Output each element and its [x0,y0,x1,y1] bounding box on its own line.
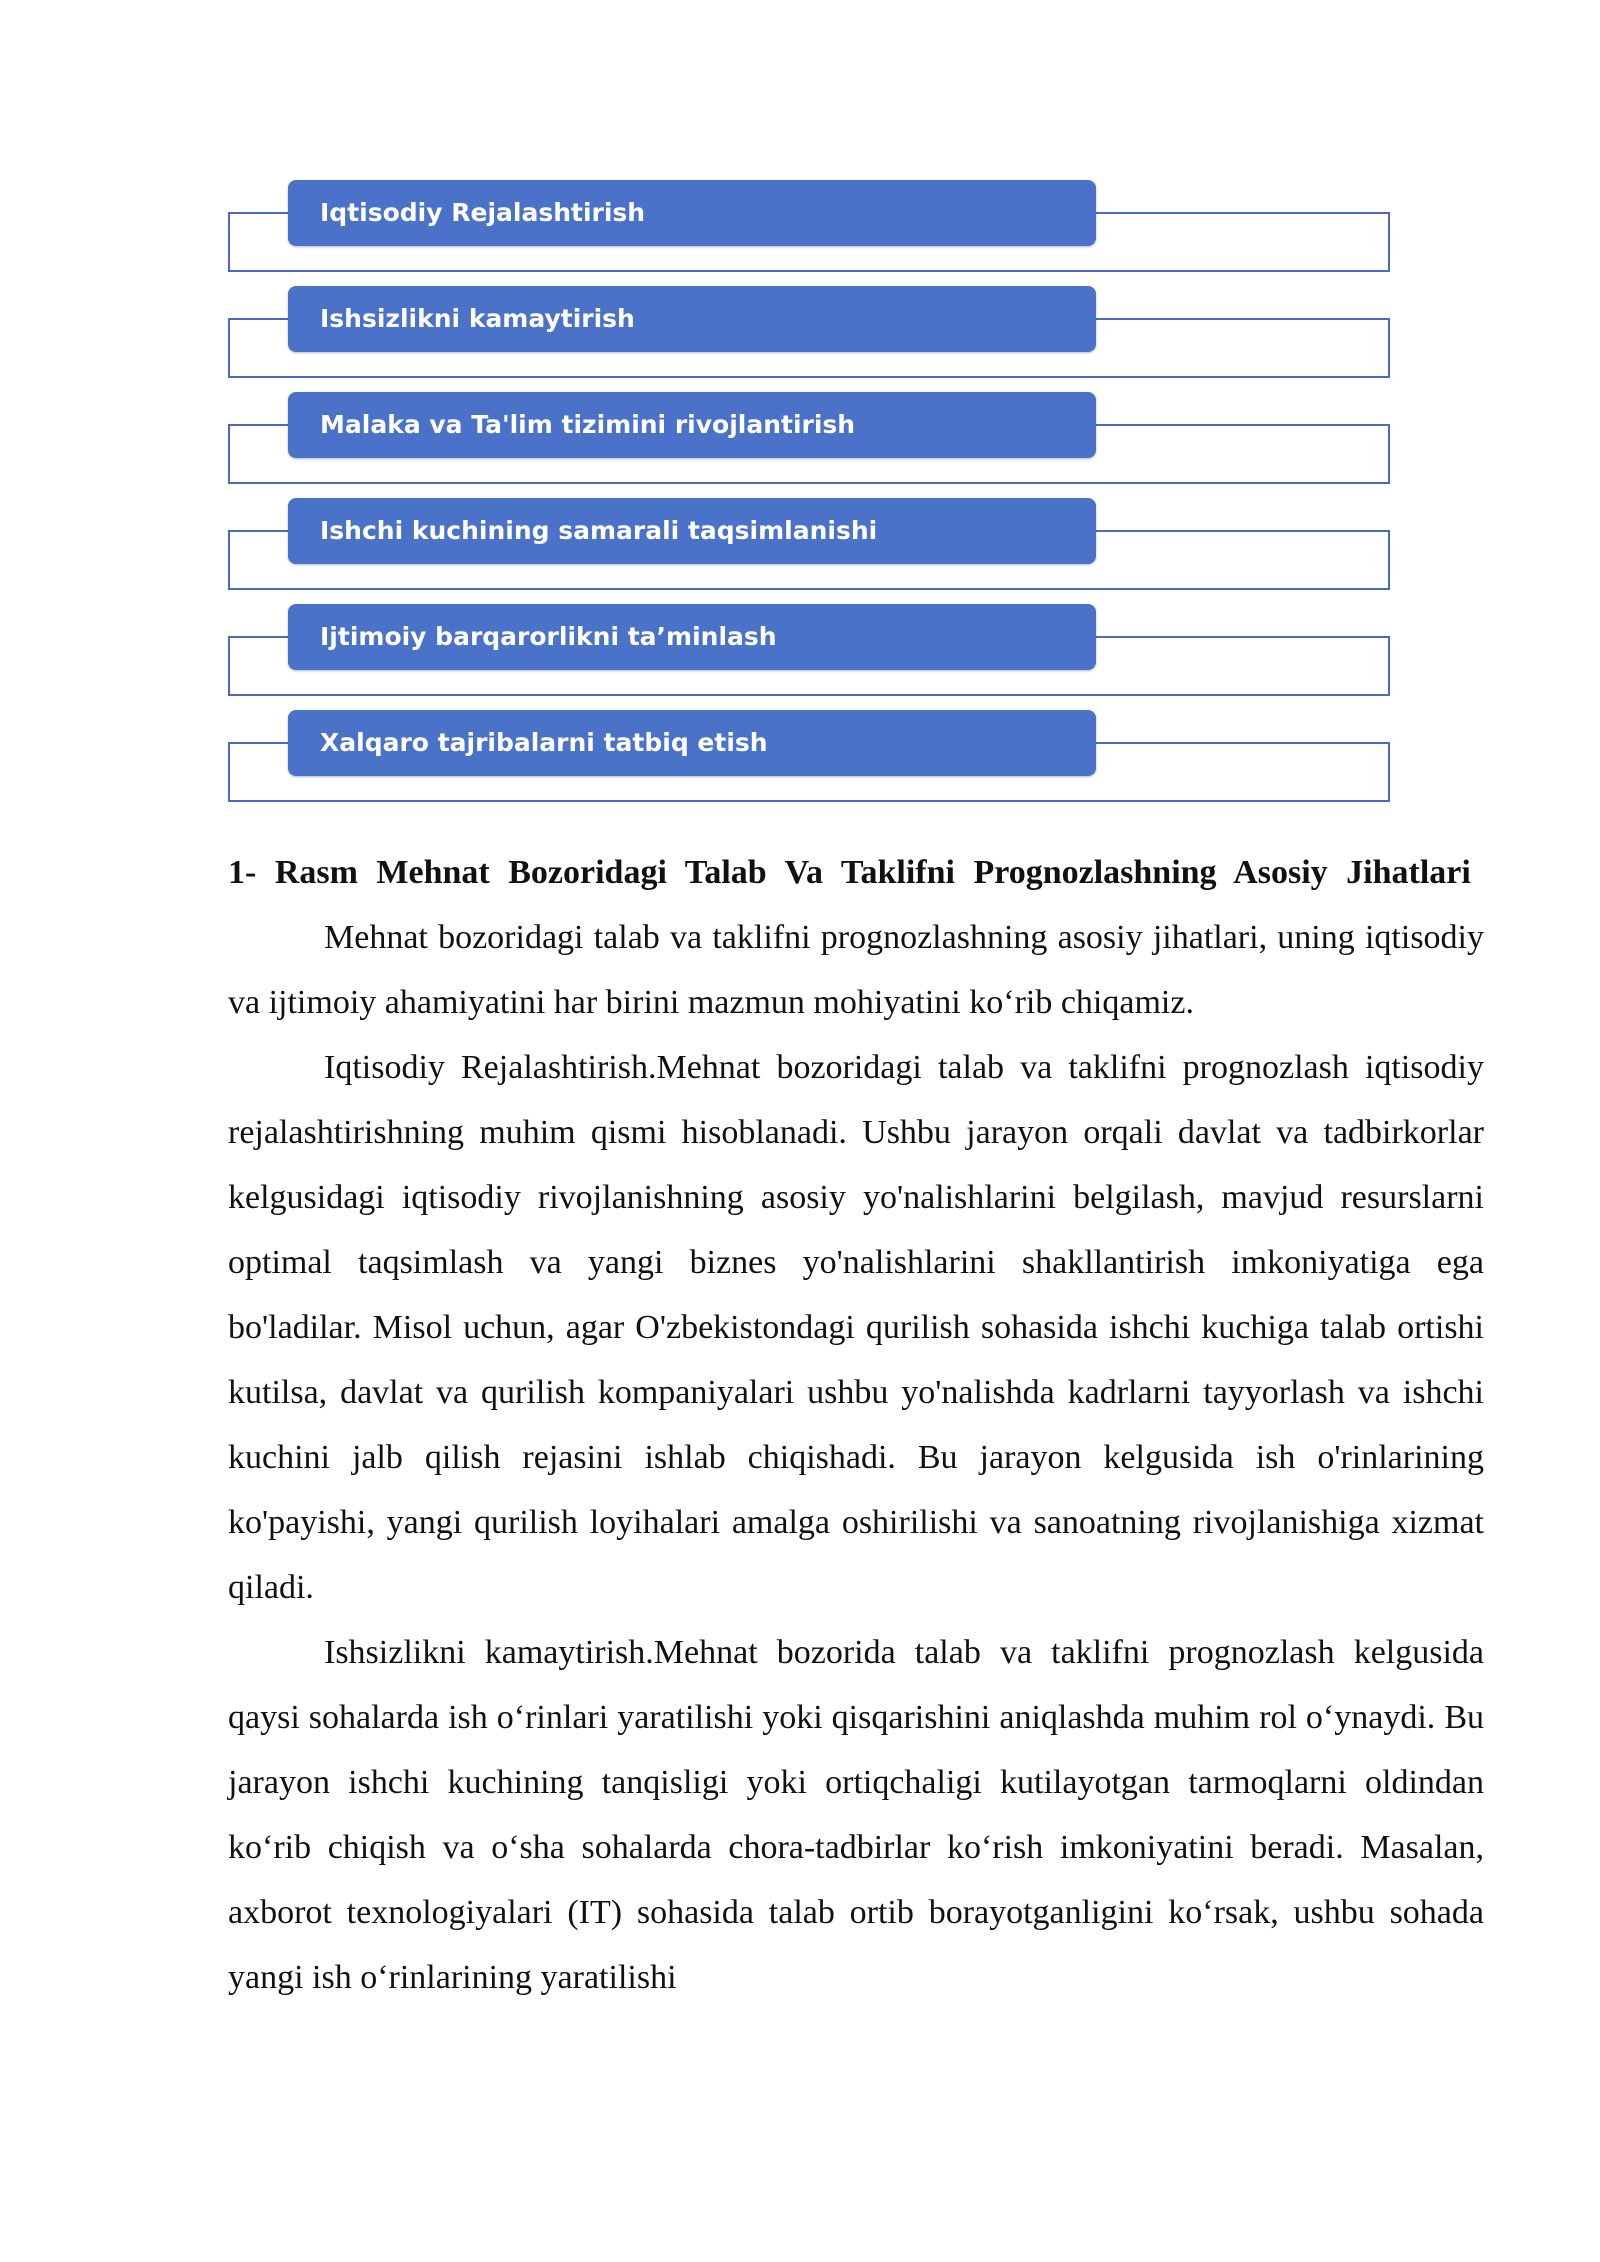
paragraph: Mehnat bozoridagi talab va taklifni prognozlashning asosiy jihatlari, uning iqtisodiy va ijtimoiy ahamiyatini har birini mazmun mohiyatini ko‘rib chiqamiz. [228,919,1484,1021]
diagram-item [228,604,1390,672]
diagram-item [228,710,1390,778]
figure-caption: 1- Rasm Mehnat Bozoridagi Talab Va Taklifni Prognozlashning Asosiy Jihatlari [228,854,1471,891]
aspects-diagram [228,180,1390,802]
paragraph: Ishsizlikni kamaytirish.Mehnat bozorida talab va taklifni prognozlash kelgusida qaysi sohalarda ish o‘rinlari yaratilishi yoki qisqarishini aniqlashda muhim rol o‘ynaydi. Bu jarayon ishchi kuchining tanqisligi yoki ortiqchaligi kutilayotgan tarmoqlarni oldindan ko‘rib chiqish va o‘sha sohalarda chora-tadbirlar ko‘rish imkoniyatini beradi. Masalan, axborot texnologiyalari (IT) sohasida talab ortib borayotganligini ko‘rsak, ushbu sohada yangi ish o‘rinlarining yaratilishi [228,1634,1484,1996]
diagram-item-label: Ijtimoiy barqarorlikni ta’minlash [288,604,1096,670]
diagram-item-label: Ishsizlikni kamaytirish [288,286,1096,352]
diagram-item-label: Malaka va Ta'lim tizimini rivojlantirish [288,392,1096,458]
diagram-item [228,498,1390,566]
diagram-item [228,180,1390,248]
document-body [228,840,1484,2010]
diagram-item [228,392,1390,460]
diagram-item-label: Iqtisodiy Rejalashtirish [288,180,1096,246]
diagram-item [228,286,1390,354]
paragraph: Iqtisodiy Rejalashtirish.Mehnat bozoridagi talab va taklifni prognozlash iqtisodiy rejalashtirishning muhim qismi hisoblanadi. Ushbu jarayon orqali davlat va tadbirkorlar kelgusidagi iqtisodiy rivojlanishning asosiy yo'nalishlarini belgilash, mavjud resurslarni optimal taqsimlash va yangi biznes yo'nalishlarini shakllantirish imkoniyatiga ega bo'ladilar. Misol uchun, agar O'zbekistondagi qurilish sohasida ishchi kuchiga talab ortishi kutilsa, davlat va qurilish kompaniyalari ushbu yo'nalishda kadrlarni tayyorlash va ishchi kuchini jalb qilish rejasini ishlab chiqishadi. Bu jarayon kelgusida ish o'rinlarining ko'payishi, yangi qurilish loyihalari amalga oshirilishi va sanoatning rivojlanishiga xizmat qiladi. [228,1049,1484,1606]
diagram-item-label: Xalqaro tajribalarni tatbiq etish [288,710,1096,776]
diagram-item-label: Ishchi kuchining samarali taqsimlanishi [288,498,1096,564]
